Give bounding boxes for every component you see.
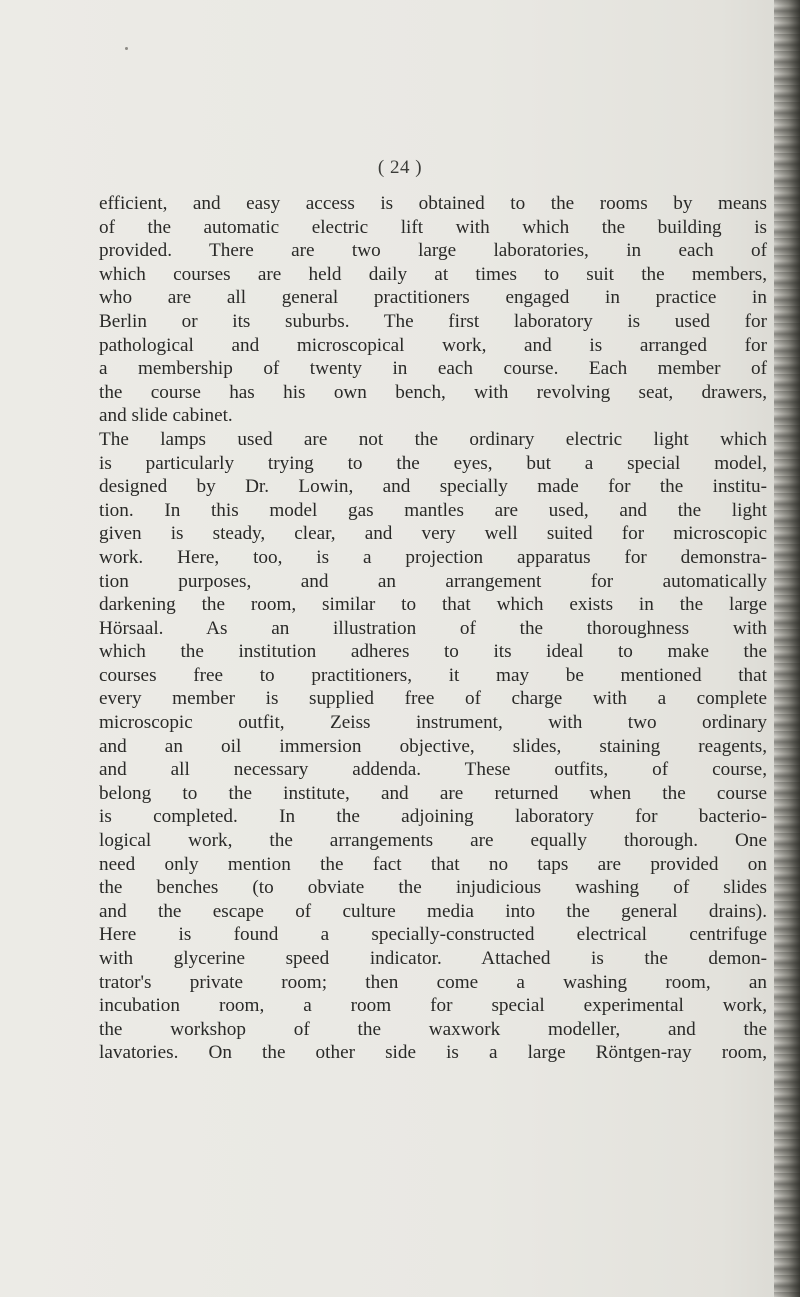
text-line: Here is found a specially-constructed electrical centrifuge (99, 924, 767, 946)
text-line: tion purposes, and an arrangement for automatically (99, 570, 767, 592)
text-line: microscopic outfit, Zeiss instrument, with two ordinary (99, 712, 767, 734)
text-line: every member is supplied free of charge with a complete (99, 688, 767, 710)
text-line: and an oil immersion objective, slides, staining reagents, (99, 735, 767, 757)
text-line: of the automatic electric lift with which the building is (99, 216, 767, 238)
text-line: Hörsaal. As an illustration of the thoroughness with (99, 617, 767, 639)
text-line: trator's private room; then come a washing room, an (99, 971, 767, 993)
text-line: need only mention the fact that no taps are provided on (99, 853, 767, 875)
text-line: tion. In this model gas mantles are used, and the light (99, 499, 767, 521)
text-line: logical work, the arrangements are equally thorough. One (99, 830, 767, 852)
text-line: and all necessary addenda. These outfits, of course, (99, 759, 767, 781)
text-line: given is steady, clear, and very well suited for microscopic (99, 523, 767, 545)
text-line: who are all general practitioners engaged in practice in (99, 287, 767, 309)
text-line: Berlin or its suburbs. The first laboratory is used for (99, 310, 767, 332)
text-line: belong to the institute, and are returned when the course (99, 782, 767, 804)
page-number: ( 24 ) (377, 157, 423, 178)
text-line: with glycerine speed indicator. Attached is the demon- (99, 948, 767, 969)
text-line: The lamps used are not the ordinary electric light which (99, 428, 767, 450)
text-line: lavatories. On the other side is a large Röntgen-ray room, (99, 1042, 767, 1064)
page-binding-edge (774, 0, 800, 1297)
text-line: courses free to practitioners, it may be mentioned that (99, 664, 767, 686)
text-line: and the escape of culture media into the general drains). (99, 900, 767, 922)
text-line: work. Here, too, is a projection apparatus for demonstra- (99, 546, 767, 568)
text-line: the workshop of the waxwork modeller, and the (99, 1018, 767, 1040)
text-line: a membership of twenty in each course. Each member of (99, 358, 767, 380)
text-line: and slide cabinet. (99, 405, 233, 427)
text-line: is completed. In the adjoining laboratory for bacterio- (99, 806, 767, 828)
text-line: efficient, and easy access is obtained to the rooms by means (99, 193, 767, 214)
text-line: incubation room, a room for special experimental work, (99, 995, 767, 1017)
text-line: pathological and microscopical work, and is arranged for (99, 334, 767, 356)
text-line: which courses are held daily at times to suit the members, (99, 263, 767, 285)
text-line: provided. There are two large laboratories, in each of (99, 240, 767, 262)
text-line: designed by Dr. Lowin, and specially made for the institu- (99, 476, 767, 498)
text-line: which the institution adheres to its ideal to make the (99, 641, 767, 663)
text-line: is particularly trying to the eyes, but a special model, (99, 452, 767, 474)
text-line: the course has his own bench, with revolving seat, drawers, (99, 381, 767, 403)
body-text (99, 192, 767, 1065)
paper-speck (125, 47, 128, 50)
text-line: darkening the room, similar to that which exists in the large (99, 594, 767, 616)
text-line: the benches (to obviate the injudicious washing of slides (99, 877, 767, 899)
